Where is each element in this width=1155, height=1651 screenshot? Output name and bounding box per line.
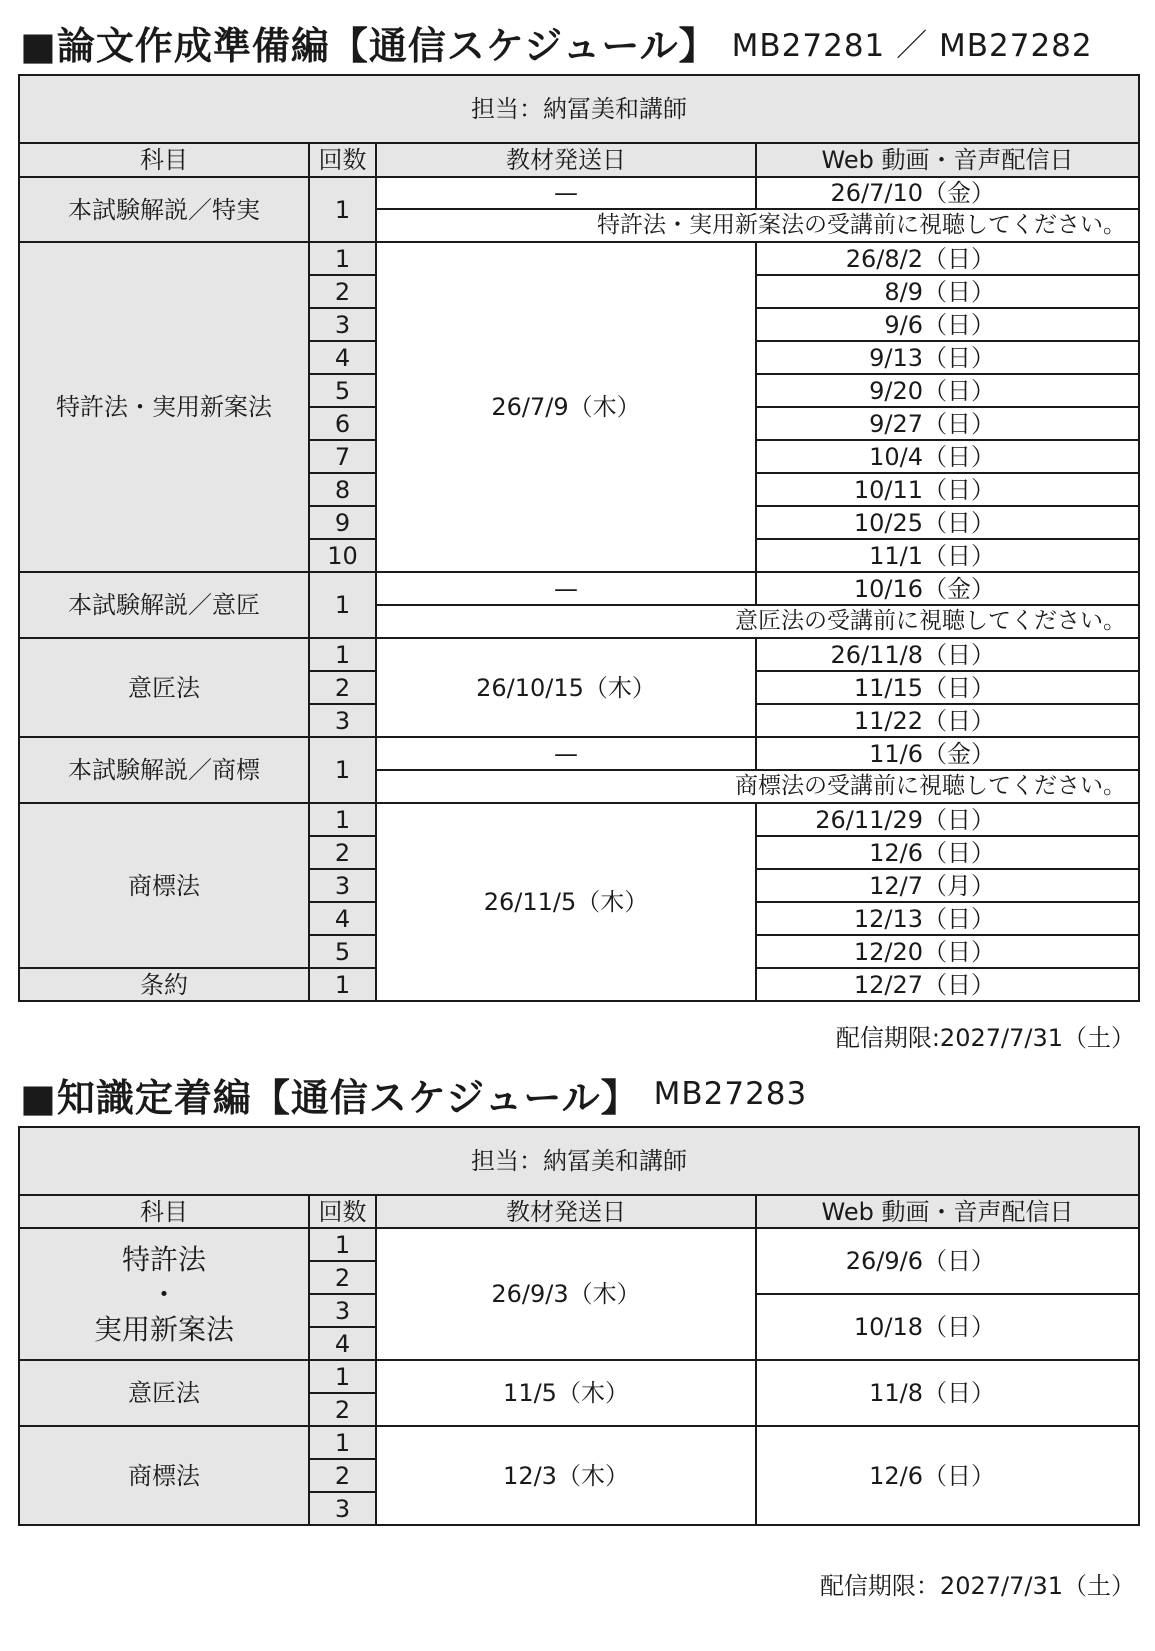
count-cell: 2 [309, 1459, 376, 1492]
section1-course-code: MB27281 ／ MB27282 [731, 27, 1093, 64]
web-date-cell: 26/9/6（日） [756, 1228, 1139, 1294]
count-cell: 2 [309, 671, 376, 704]
count-cell: 3 [309, 308, 376, 341]
web-date-cell: 12/6（日） [756, 1426, 1139, 1525]
count-cell: 1 [309, 638, 376, 671]
viewing-note: 商標法の受講前に視聴してください。 [376, 770, 1139, 803]
count-cell: 2 [309, 1393, 376, 1426]
material-date-cell: 12/3（木） [376, 1426, 756, 1525]
table-row [19, 177, 1139, 209]
count-cell: 3 [309, 704, 376, 737]
web-date-cell: 26/11/8（日） [756, 638, 1139, 671]
section2-title: ■知識定着編【通信スケジュール】 [20, 1075, 640, 1120]
count-cell: 1 [309, 1426, 376, 1459]
material-date-cell: — [376, 177, 756, 209]
subject-line: 特許法 [121, 1242, 206, 1276]
web-date-cell: 10/16（金） [756, 572, 1139, 605]
header-material: 教材発送日 [376, 1195, 756, 1228]
subject-cell: 本試験解説／意匠 [19, 572, 309, 638]
web-date-cell: 9/13（日） [756, 341, 1139, 374]
table-row [19, 572, 1139, 605]
count-cell: 5 [309, 374, 376, 407]
section2-title-bar [20, 1066, 807, 1122]
web-date-cell: 12/20（日） [756, 935, 1139, 968]
count-cell: 2 [309, 1261, 376, 1294]
table-row [19, 638, 1139, 671]
header-material: 教材発送日 [376, 143, 756, 177]
subject-cell: 本試験解説／商標 [19, 737, 309, 803]
count-cell: 10 [309, 539, 376, 572]
header-web: Web 動画・音声配信日 [756, 143, 1139, 177]
material-date-cell: 26/10/15（木） [376, 638, 756, 737]
count-cell: 5 [309, 935, 376, 968]
count-cell: 7 [309, 440, 376, 473]
count-cell: 1 [309, 968, 376, 1001]
section2-schedule-table [18, 1126, 1140, 1526]
table-row [19, 242, 1139, 275]
count-cell: 1 [309, 737, 376, 803]
material-date-cell: 26/7/9（木） [376, 242, 756, 572]
material-date-cell: — [376, 572, 756, 605]
subject-cell [19, 1228, 309, 1360]
subject-cell: 条約 [19, 968, 309, 1001]
header-count: 回数 [309, 143, 376, 177]
material-date-cell: 11/5（木） [376, 1360, 756, 1426]
count-cell: 4 [309, 341, 376, 374]
count-cell: 8 [309, 473, 376, 506]
web-date-cell: 12/13（日） [756, 902, 1139, 935]
count-cell: 1 [309, 177, 376, 242]
section2-course-code: MB27283 [653, 1076, 808, 1112]
count-cell: 6 [309, 407, 376, 440]
web-date-cell: 9/6（日） [756, 308, 1139, 341]
web-date-cell: 11/22（日） [756, 704, 1139, 737]
count-cell: 1 [309, 242, 376, 275]
section1-title-bar [20, 14, 1093, 70]
section1-schedule-table [18, 74, 1140, 1002]
web-date-cell: 9/20（日） [756, 374, 1139, 407]
section1-instructor: 担当：納冨美和講師 [19, 75, 1139, 143]
web-date-cell: 9/27（日） [756, 407, 1139, 440]
section1-instructor-row [19, 75, 1139, 143]
web-date-cell: 10/18（日） [756, 1294, 1139, 1360]
header-count: 回数 [309, 1195, 376, 1228]
subject-cell: 意匠法 [19, 638, 309, 737]
section1-deadline: 配信期限:2027/7/31（土） [835, 1024, 1135, 1052]
count-cell: 4 [309, 902, 376, 935]
count-cell: 1 [309, 1360, 376, 1393]
web-date-cell: 26/11/29（日） [756, 803, 1139, 836]
web-date-cell: 26/7/10（金） [756, 177, 1139, 209]
viewing-note: 特許法・実用新案法の受講前に視聴してください。 [376, 209, 1139, 242]
section2-instructor-row [19, 1127, 1139, 1195]
section1-header-row [19, 143, 1139, 177]
count-cell: 1 [309, 1228, 376, 1261]
count-cell: 1 [309, 803, 376, 836]
table-row [19, 803, 1139, 836]
count-cell: 2 [309, 836, 376, 869]
web-date-cell: 12/7（月） [756, 869, 1139, 902]
web-date-cell: 10/4（日） [756, 440, 1139, 473]
count-cell: 3 [309, 1294, 376, 1327]
web-date-cell: 10/25（日） [756, 506, 1139, 539]
section1-title: ■論文作成準備編【通信スケジュール】 [20, 23, 718, 68]
subject-cell: 商標法 [19, 1426, 309, 1525]
web-date-cell: 11/8（日） [756, 1360, 1139, 1426]
count-cell: 2 [309, 275, 376, 308]
subject-cell: 特許法・実用新案法 [19, 242, 309, 572]
header-subject: 科目 [19, 143, 309, 177]
subject-line: ・ [149, 1277, 178, 1311]
section2-instructor: 担当：納冨美和講師 [19, 1127, 1139, 1195]
count-cell: 3 [309, 1492, 376, 1525]
subject-cell: 意匠法 [19, 1360, 309, 1426]
table-row [19, 737, 1139, 770]
web-date-cell: 11/1（日） [756, 539, 1139, 572]
table-row [19, 1426, 1139, 1459]
count-cell: 1 [309, 572, 376, 638]
subject-line: 実用新案法 [93, 1312, 234, 1346]
subject-cell: 本試験解説／特実 [19, 177, 309, 242]
table-row [19, 1228, 1139, 1261]
web-date-cell: 10/11（日） [756, 473, 1139, 506]
section2-header-row [19, 1195, 1139, 1228]
table-row [19, 1360, 1139, 1393]
section2-deadline: 配信期限：2027/7/31（土） [819, 1572, 1135, 1600]
web-date-cell: 11/6（金） [756, 737, 1139, 770]
header-web: Web 動画・音声配信日 [756, 1195, 1139, 1228]
count-cell: 4 [309, 1327, 376, 1360]
material-date-cell: 26/9/3（木） [376, 1228, 756, 1360]
viewing-note: 意匠法の受講前に視聴してください。 [376, 605, 1139, 638]
header-subject: 科目 [19, 1195, 309, 1228]
material-date-cell: 26/11/5（木） [376, 803, 756, 1001]
count-cell: 3 [309, 869, 376, 902]
web-date-cell: 12/27（日） [756, 968, 1139, 1001]
web-date-cell: 26/8/2（日） [756, 242, 1139, 275]
material-date-cell: — [376, 737, 756, 770]
count-cell: 9 [309, 506, 376, 539]
subject-cell: 商標法 [19, 803, 309, 968]
web-date-cell: 11/15（日） [756, 671, 1139, 704]
web-date-cell: 8/9（日） [756, 275, 1139, 308]
web-date-cell: 12/6（日） [756, 836, 1139, 869]
